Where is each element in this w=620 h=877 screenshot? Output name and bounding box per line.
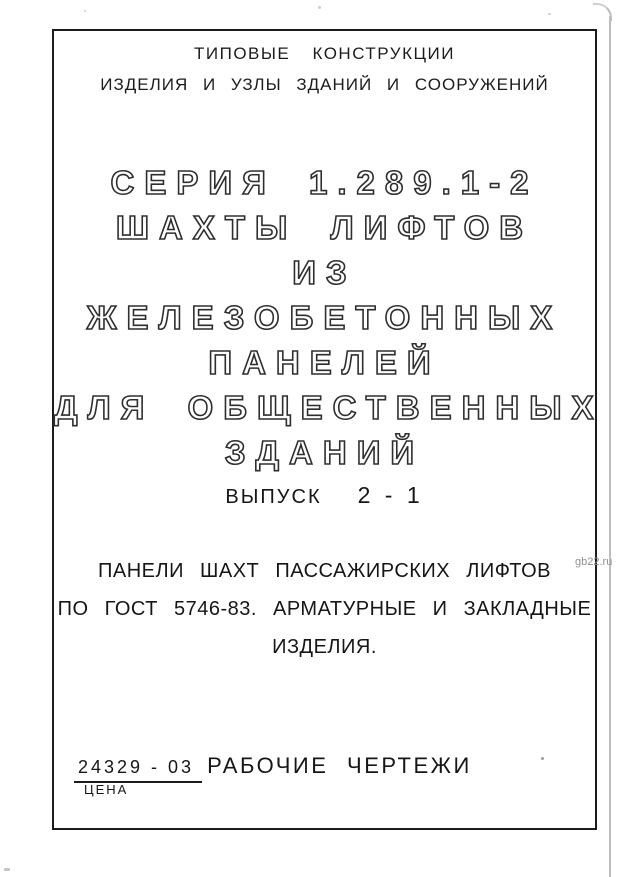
scan-paper-edge-curve [593, 3, 612, 21]
header-line-2: ИЗДЕЛИЯ И УЗЛЫ ЗДАНИЙ И СООРУЖЕНИЙ [100, 75, 549, 94]
scan-speck [548, 13, 551, 15]
title-line-buildings: ЗДАНИЙ [224, 434, 425, 471]
document-type-label: РАБОЧИЕ ЧЕРТЕЖИ [207, 753, 472, 778]
scan-paper-edge [609, 16, 611, 877]
issue-row [54, 482, 595, 509]
title-line-public: ДЛЯ ОБЩЕСТВЕННЫХ [54, 389, 604, 426]
document-frame [52, 29, 604, 830]
scan-speck [4, 868, 10, 871]
title-line-series: СЕРИЯ 1.289.1-2 [110, 164, 539, 201]
subject-line-2: ПО ГОСТ 5746-83. АРМАТУРНЫЕ И ЗАКЛАДНЫЕ [57, 598, 592, 620]
price-label: ЦЕНА [84, 782, 129, 797]
title-line-panels: ПАНЕЛЕЙ [208, 344, 441, 381]
footer-block [74, 753, 472, 797]
issue-label: ВЫПУСК [225, 486, 322, 508]
subject-block [54, 552, 595, 666]
subject-line-1: ПАНЕЛИ ШАХТ ПАССАЖИРСКИХ ЛИФТОВ [97, 560, 552, 582]
document-code: 24329 - 03 [74, 757, 202, 783]
series-title [54, 160, 604, 475]
document-header [54, 43, 595, 96]
header-line-1: ТИПОВЫЕ КОНСТРУКЦИИ [194, 44, 455, 63]
subject-line-3: ИЗДЕЛИЯ. [272, 636, 377, 658]
watermark: gb22.ru [575, 556, 613, 568]
issue-number: 2 - 1 [357, 482, 424, 508]
title-line-of: ИЗ [292, 254, 357, 291]
title-line-shafts: ШАХТЫ ЛИФТОВ [115, 209, 534, 246]
scan-speck [318, 6, 321, 9]
footer-row [74, 753, 472, 783]
title-line-concrete: ЖЕЛЕЗОБЕТОННЫХ [86, 299, 563, 336]
scan-speck [84, 10, 86, 12]
